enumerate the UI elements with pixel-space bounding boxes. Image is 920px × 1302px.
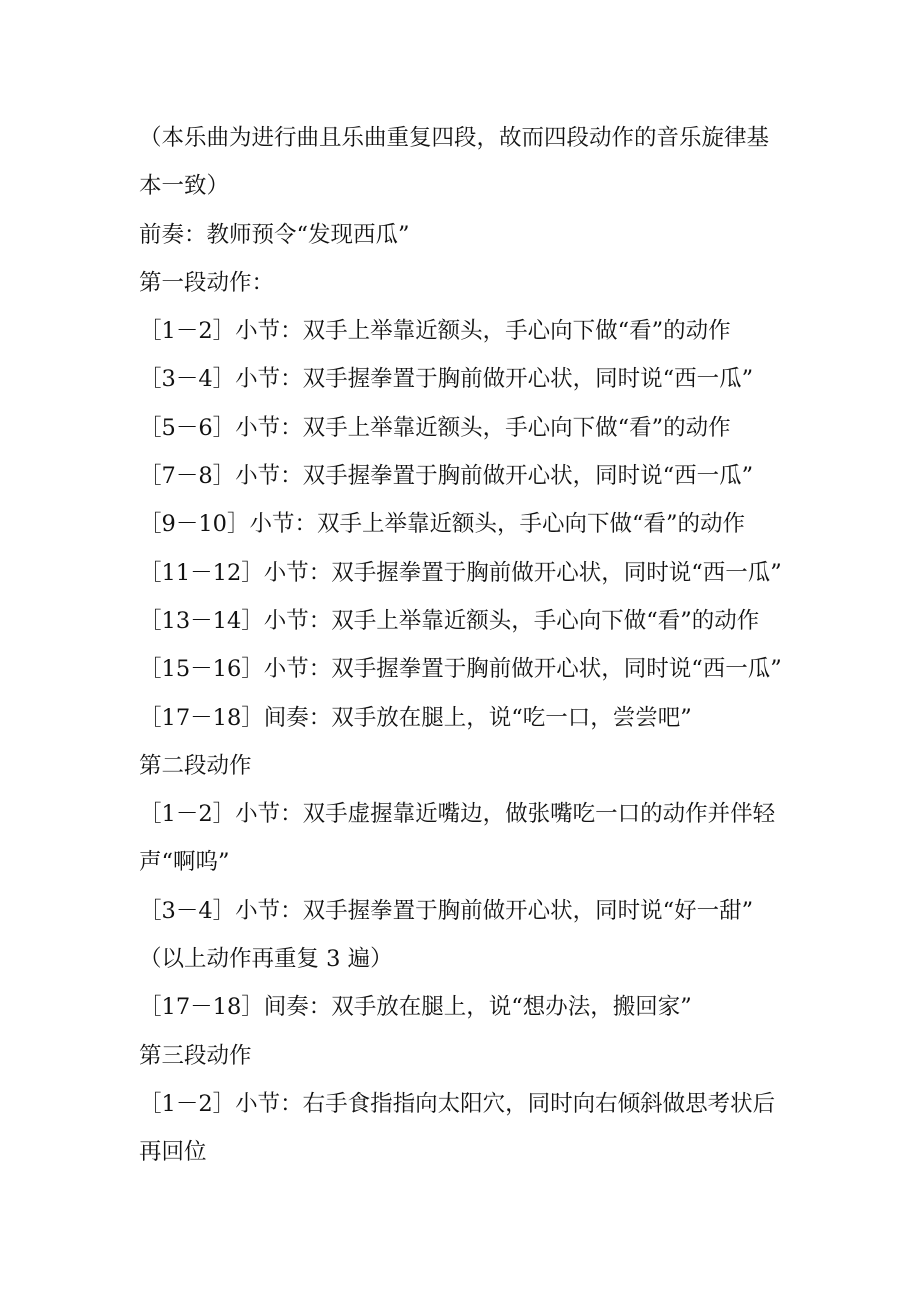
section-2-interlude: ［17－18］间奏：双手放在腿上，说“想办法，搬回家” [139, 994, 692, 1021]
section-2-step-1-line-2: 声“啊呜” [139, 849, 230, 876]
intro-note-line-2: 本一致） [139, 173, 230, 200]
section-2-heading: 第二段动作 [139, 752, 252, 779]
section-2-repeat-note: （以上动作再重复 3 遍） [139, 946, 393, 973]
section-1-step-1: ［1－2］小节：双手上举靠近额头，手心向下做“看”的动作 [139, 318, 731, 345]
section-1-interlude: ［17－18］间奏：双手放在腿上，说“吃一口，尝尝吧” [139, 704, 692, 731]
intro-note-line-1: （本乐曲为进行曲且乐曲重复四段，故而四段动作的音乐旋律基 [139, 125, 770, 151]
section-1-step-4: ［7－8］小节：双手握拳置于胸前做开心状，同时说“西一瓜” [139, 463, 754, 490]
section-3-step-1-line-2: 再回位 [139, 1139, 207, 1166]
section-1-step-8: ［15－16］小节：双手握拳置于胸前做开心状，同时说“西一瓜” [139, 656, 782, 683]
section-2-step-1-line-1: ［1－2］小节：双手虚握靠近嘴边，做张嘴吃一口的动作并伴轻 [139, 801, 776, 828]
prelude-line: 前奏：教师预令“发现西瓜” [139, 221, 410, 248]
section-1-step-2: ［3－4］小节：双手握拳置于胸前做开心状，同时说“西一瓜” [139, 366, 754, 393]
section-1-step-7: ［13－14］小节：双手上举靠近额头，手心向下做“看”的动作 [139, 607, 760, 634]
section-1-step-5: ［9－10］小节：双手上举靠近额头，手心向下做“看”的动作 [139, 511, 745, 538]
section-1-step-6: ［11－12］小节：双手握拳置于胸前做开心状，同时说“西一瓜” [139, 559, 782, 586]
section-1-step-3: ［5－6］小节：双手上举靠近额头，手心向下做“看”的动作 [139, 414, 731, 441]
section-1-heading: 第一段动作： [139, 269, 275, 296]
document-body [139, 114, 799, 1177]
section-3-step-1-line-1: ［1－2］小节：右手食指指向太阳穴，同时向右倾斜做思考状后 [139, 1090, 776, 1117]
section-3-heading: 第三段动作 [139, 1042, 252, 1069]
section-2-step-2: ［3－4］小节：双手握拳置于胸前做开心状，同时说“好一甜” [139, 897, 754, 924]
